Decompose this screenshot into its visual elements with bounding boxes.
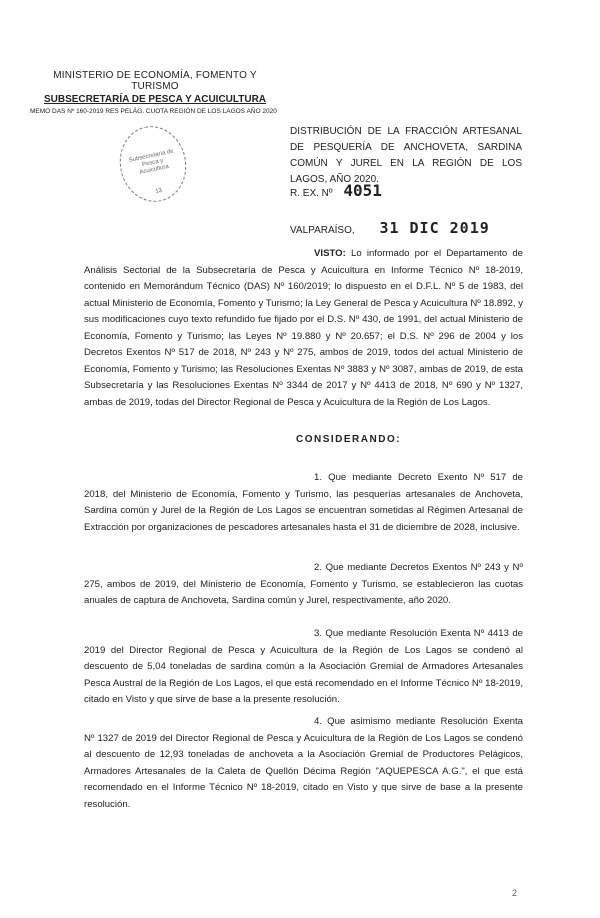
memo-reference: MEMO DAS Nº 160-2019 RES PELÁG. CUOTA REGIÓN DE LOS LAGOS AÑO 2020	[30, 108, 277, 115]
considerando-item-2: 2. Que mediante Decretos Exentos Nº 243 y Nº 275, ambos de 2019, del Ministerio de Economía, Fomento y Turismo, se establecieron las cuotas anuales de captura de Anchoveta, Sardina común y Jurel, respectivamente, año 2020.	[84, 562, 523, 606]
considerando-item-4: 4. Que asimismo mediante Resolución Exenta Nº 1327 de 2019 del Director Regional de Pesca y Acuicultura de la Región de Los Lagos se condenó al descuento de 12,93 toneladas de anchoveta a la Asociación Gremial de Productores Pelágicos, Armadores Artesanales de la Caleta de Quellón Décima Región "AQUEPESCA A.G.", el que está recomendado en el Informe Técnico Nº 18-2019, citado en Visto y que sirve de base a la presente resolución.	[84, 716, 523, 810]
resolution-number-line	[290, 181, 382, 200]
visto-text: Lo informado por el Departamento de Análisis Sectorial de la Subsecretaría de Pesca y Acuicultura en Informe Técnico Nº 18-2019, contenido en Memorándum Técnico (DAS) Nº 160/2019; lo dispuesto en el D.F.L. Nº 5 de 1983, del actual Ministerio de Economía, Fomento y Turismo; la Ley General de Pesca y Acuicultura Nº 18.892, y sus modificaciones cuyo texto refundido fue fijado por el D.S. Nº 430, de 1991, del actual Ministerio de Economía, Fomento y Turismo; las Leyes Nº 19.880 y Nº 20.657; el D.S. Nº 296 de 2004 y los Decretos Exentos Nº 517 de 2018, Nº 243 y Nº 275, ambos de 2019, todos del actual Ministerio de Economía, Fomento y Turismo; las Resoluciones Exentas Nº 3883 y Nº 3087, ambas de 2019, de esta Subsecretaría y las Resoluciones Exentas Nº 3344 de 2017 y Nº 4413 de 2018, Nº 690 y Nº 1327, ambas de 2019, todas del Director Regional de Pesca y Acuicultura de la Región de Los Lagos.	[84, 248, 523, 408]
resolution-label: R. EX. Nº	[290, 188, 333, 199]
official-stamp	[113, 120, 193, 208]
considerando-heading: CONSIDERANDO:	[296, 434, 402, 445]
stamp-number: 13	[154, 187, 163, 196]
considerando-item-1: 1. Que mediante Decreto Exento Nº 517 de 2018, del Ministerio de Economía, Fomento y Turismo, las pesquerías artesanales de Anchoveta, Sardina común y Jurel de la Región de Los Lagos se encuentran sometidas al Régimen Artesanal de Extracción por organizaciones de pescadores artesanales hasta el 31 de diciembre de 2028, inclusive.	[84, 472, 523, 533]
resolution-number: 4051	[343, 181, 382, 200]
visto-paragraph	[84, 246, 523, 411]
ministry-name: MINISTERIO DE ECONOMÍA, FOMENTO Y TURISMO	[53, 70, 257, 92]
subsecretaria-name: SUBSECRETARÍA DE PESCA Y ACUICULTURA	[43, 94, 267, 105]
place: VALPARAÍSO,	[290, 225, 355, 236]
considerando-item-3: 3. Que mediante Resolución Exenta Nº 4413 de 2019 del Director Regional de Pesca y Acuicultura de la Región de Los Lagos se condenó al descuento de 5,04 toneladas de sardina común a la Asociación Gremial de Armadores Artesanales Pesca Austral de la Región de Los Lagos, el que está recomendado en el Informe Técnico Nº 18-2019, citado en Visto y que sirve de base a la presente resolución.	[84, 628, 523, 705]
visto-label: VISTO:	[314, 248, 346, 259]
place-date-line	[290, 219, 490, 237]
page-mark: 2	[512, 888, 518, 898]
document-title: DISTRIBUCIÓN DE LA FRACCIÓN ARTESANAL DE PESQUERÍA DE ANCHOVETA, SARDINA COMÚN Y JUREL EN LA REGIÓN DE LOS LAGOS, AÑO 2020.	[290, 126, 522, 185]
letterhead	[30, 70, 280, 115]
stamp-text: Subsecretaría de Pesca y Acuicultura	[128, 148, 175, 176]
date-stamp: 31 DIC 2019	[379, 219, 490, 237]
